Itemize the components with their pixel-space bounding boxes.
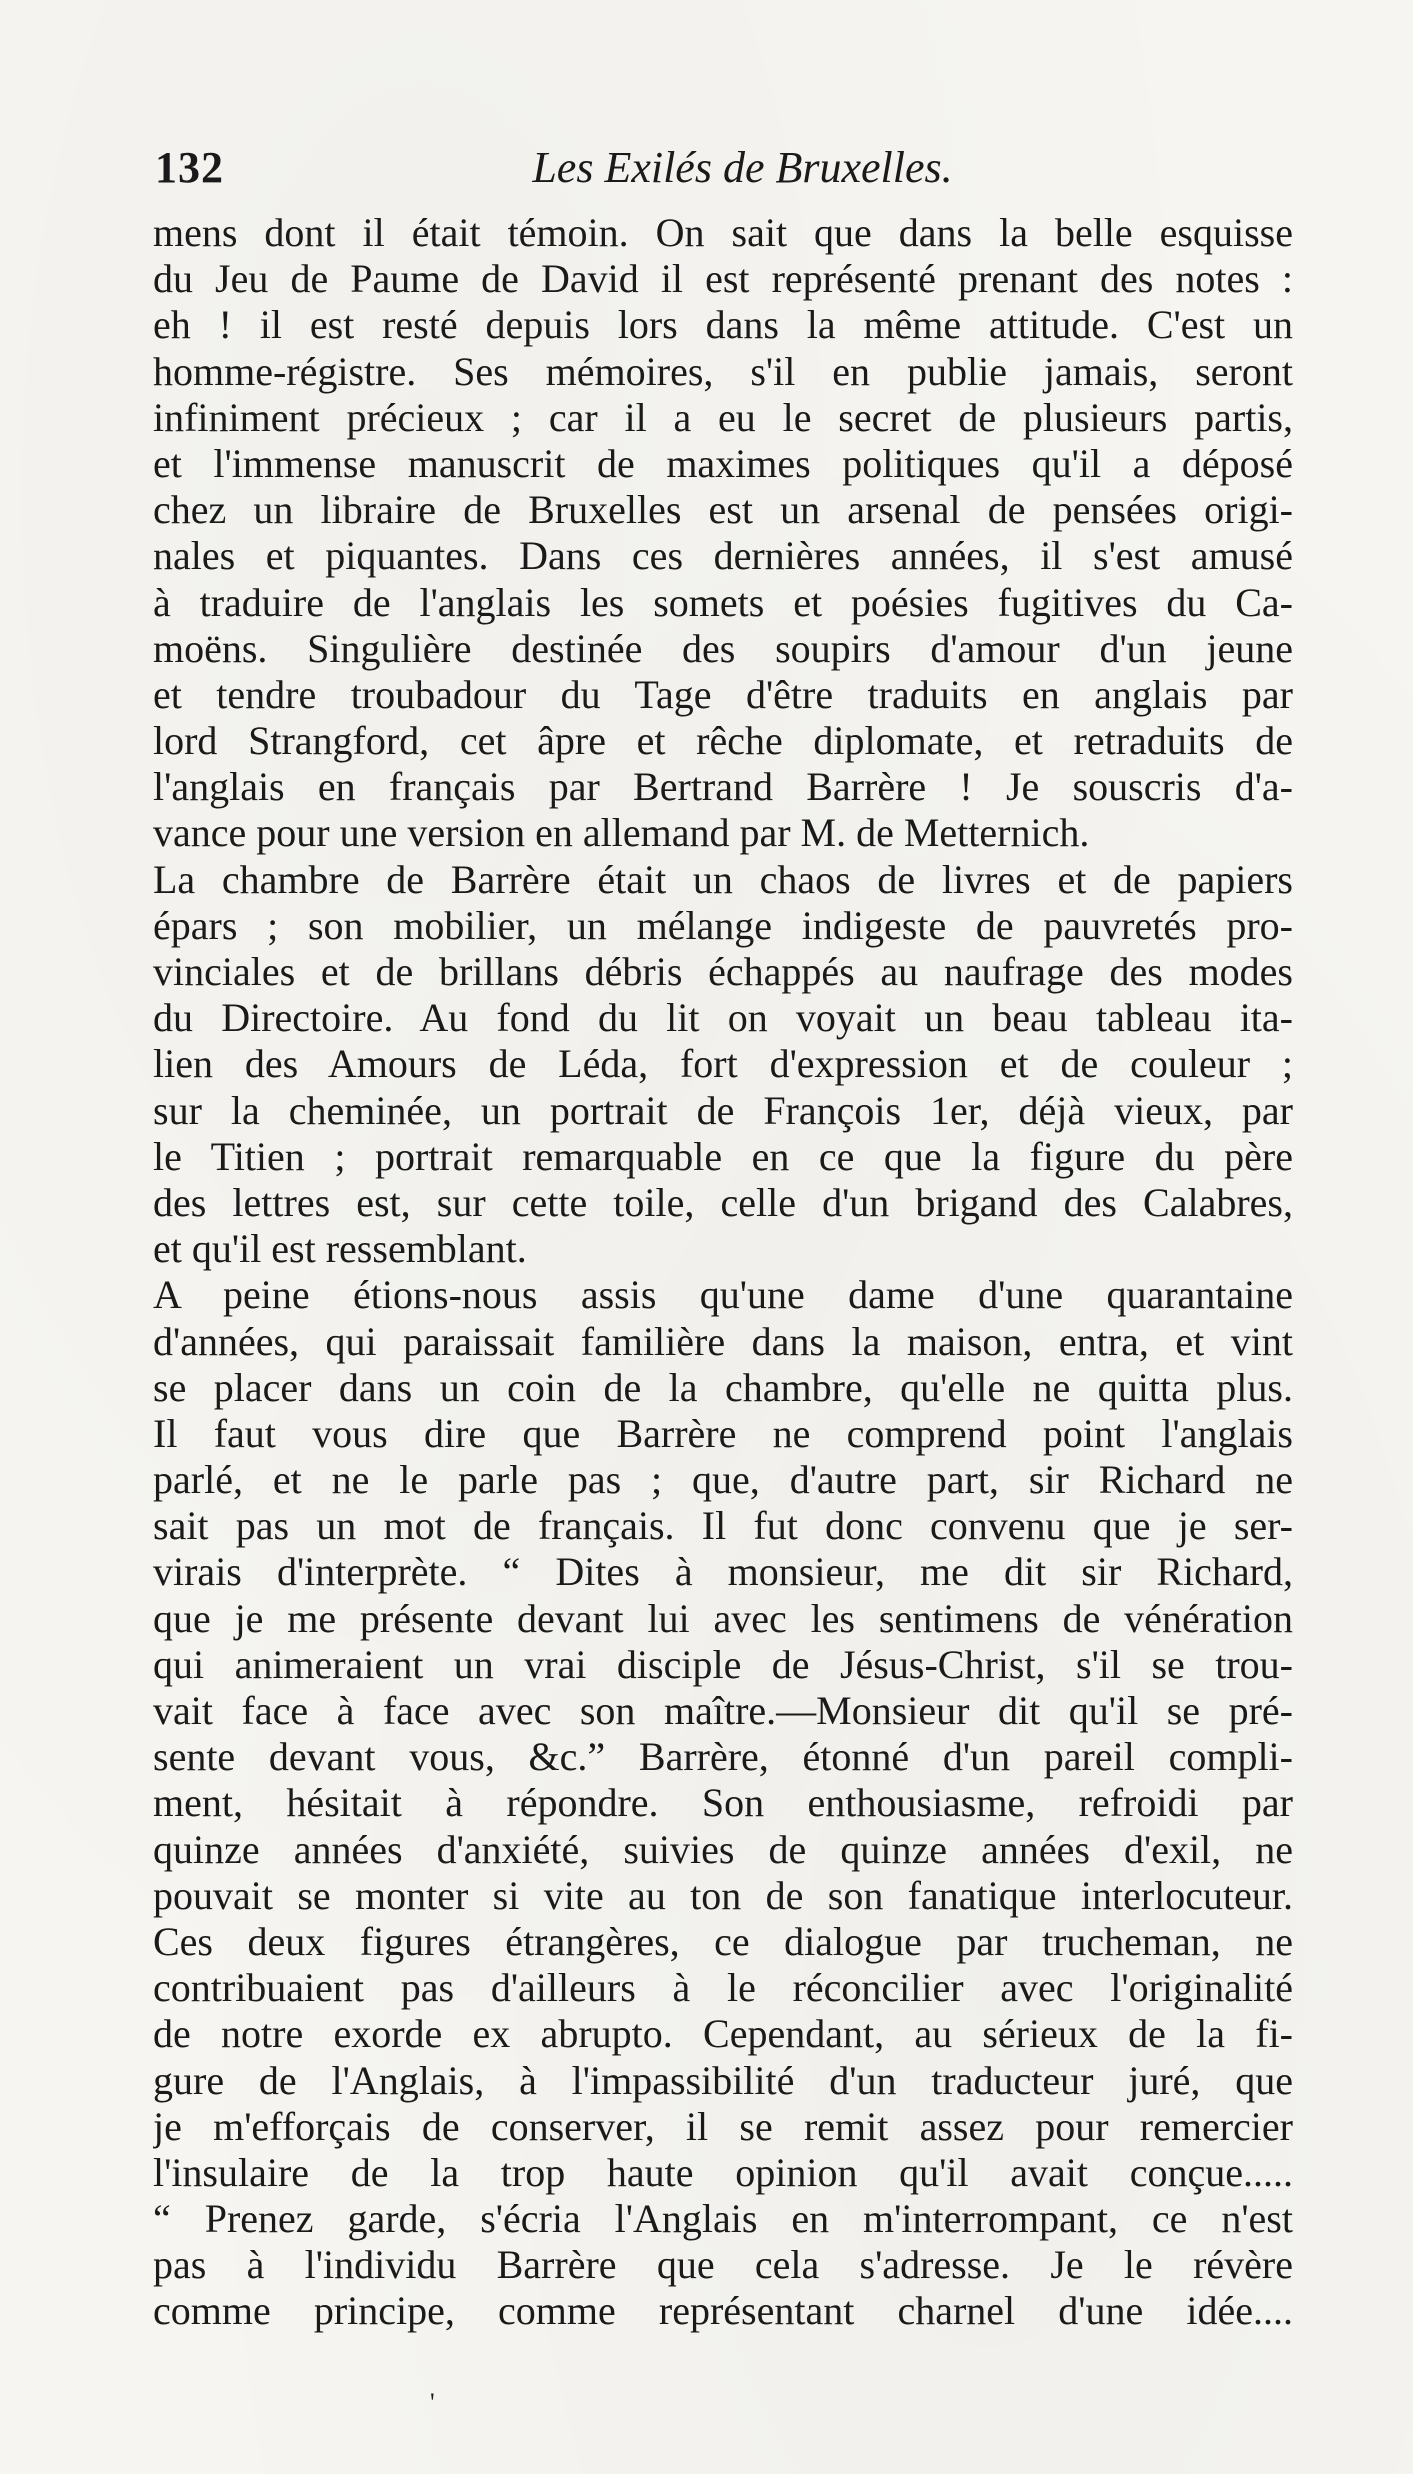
text-line: l'insulaire de la trop haute opinion qu'il avait conçue.....: [153, 2149, 1293, 2195]
text-line: gure de l'Anglais, à l'impassibilité d'un traducteur juré, que: [153, 2057, 1293, 2103]
text-line: et l'immense manuscrit de maximes politiques qu'il a déposé: [153, 440, 1293, 486]
text-line: vance pour une version en allemand par M. de Metternich.: [153, 810, 1090, 856]
text-line: Ces deux figures étrangères, ce dialogue par trucheman, ne: [153, 1918, 1293, 1964]
text-line: l'anglais en français par Bertrand Barrère ! Je souscris d'a-: [153, 764, 1293, 810]
text-line: de notre exorde ex abrupto. Cependant, au sérieux de la fi-: [153, 2011, 1293, 2057]
text-line: lord Strangford, cet âpre et rêche diplomate, et retraduits de: [153, 718, 1293, 764]
text-line: eh ! il est resté depuis lors dans la même attitude. C'est un: [153, 302, 1293, 348]
text-line: virais d'interprète. “ Dites à monsieur, me dit sir Richard,: [153, 1549, 1293, 1595]
running-title: Les Exilés de Bruxelles.: [532, 143, 953, 192]
text-line: chez un libraire de Bruxelles est un arsenal de pensées origi-: [153, 487, 1293, 533]
text-line: A peine étions-nous assis qu'une dame d'une quarantaine: [153, 1272, 1293, 1318]
text-line: pas à l'individu Barrère que cela s'adresse. Je le révère: [153, 2242, 1293, 2288]
text-line: mens dont il était témoin. On sait que dans la belle esquisse: [153, 210, 1293, 255]
text-line: du Directoire. Au fond du lit on voyait un beau tableau ita-: [153, 995, 1293, 1041]
text-line: que je me présente devant lui avec les sentimens de vénération: [153, 1595, 1293, 1641]
text-line: et tendre troubadour du Tage d'être traduits en anglais par: [153, 671, 1293, 717]
text-line: sente devant vous, &c.” Barrère, étonné d'un pareil compli-: [153, 1734, 1293, 1780]
text-line: parlé, et ne le parle pas ; que, d'autre part, sir Richard ne: [153, 1457, 1293, 1503]
text-line: vait face à face avec son maître.—Monsieur dit qu'il se pré-: [153, 1688, 1293, 1733]
text-line: moëns. Singulière destinée des soupirs d'amour d'un jeune: [153, 625, 1293, 671]
text-line: et qu'il est ressemblant.: [153, 1226, 527, 1272]
text-line: Il faut vous dire que Barrère ne comprend point l'anglais: [153, 1410, 1293, 1456]
page-header: [155, 138, 1290, 198]
text-line: se placer dans un coin de la chambre, qu'elle ne quitta plus.: [153, 1364, 1293, 1410]
text-line: quinze années d'anxiété, suivies de quinze années d'exil, ne: [153, 1826, 1293, 1872]
text-line: “ Prenez garde, s'écria l'Anglais en m'interrompant, ce n'est: [153, 2196, 1293, 2242]
text-line: ment, hésitait à répondre. Son enthousiasme, refroidi par: [153, 1780, 1293, 1826]
page-number: 132: [155, 143, 224, 192]
text-line: homme-régistre. Ses mémoires, s'il en publie jamais, seront: [153, 348, 1293, 394]
text-line: je m'efforçais de conserver, il se remit assez pour remercier: [153, 2103, 1293, 2149]
text-line: le Titien ; portrait remarquable en ce que la figure du père: [153, 1133, 1293, 1179]
text-line: sur la cheminée, un portrait de François 1er, déjà vieux, par: [153, 1087, 1293, 1133]
text-line: épars ; son mobilier, un mélange indigeste de pauvretés pro-: [153, 902, 1293, 948]
text-line: comme principe, comme représentant charnel d'une idée....: [153, 2288, 1293, 2334]
footer-mark: ': [430, 2388, 435, 2417]
text-line: contribuaient pas d'ailleurs à le réconcilier avec l'originalité: [153, 1965, 1293, 2011]
text-line: qui animeraient un vrai disciple de Jésus-Christ, s'il se trou-: [153, 1641, 1293, 1687]
text-line: pouvait se monter si vite au ton de son fanatique interlocuteur.: [153, 1872, 1293, 1918]
text-line: sait pas un mot de français. Il fut donc convenu que je ser-: [153, 1503, 1293, 1549]
text-line: infiniment précieux ; car il a eu le secret de plusieurs partis,: [153, 394, 1293, 440]
body-text: [153, 210, 1293, 2335]
text-line: nales et piquantes. Dans ces dernières années, il s'est amusé: [153, 533, 1293, 579]
text-line: du Jeu de Paume de David il est représenté prenant des notes :: [153, 256, 1293, 302]
text-line: lien des Amours de Léda, fort d'expression et de couleur ;: [153, 1041, 1293, 1087]
text-line: des lettres est, sur cette toile, celle d'un brigand des Calabres,: [153, 1179, 1293, 1225]
text-line: vinciales et de brillans débris échappés au naufrage des modes: [153, 949, 1293, 994]
text-line: La chambre de Barrère était un chaos de livres et de papiers: [153, 856, 1293, 902]
text-line: d'années, qui paraissait familière dans la maison, entra, et vint: [153, 1318, 1293, 1364]
text-line: à traduire de l'anglais les somets et poésies fugitives du Ca-: [153, 579, 1293, 625]
